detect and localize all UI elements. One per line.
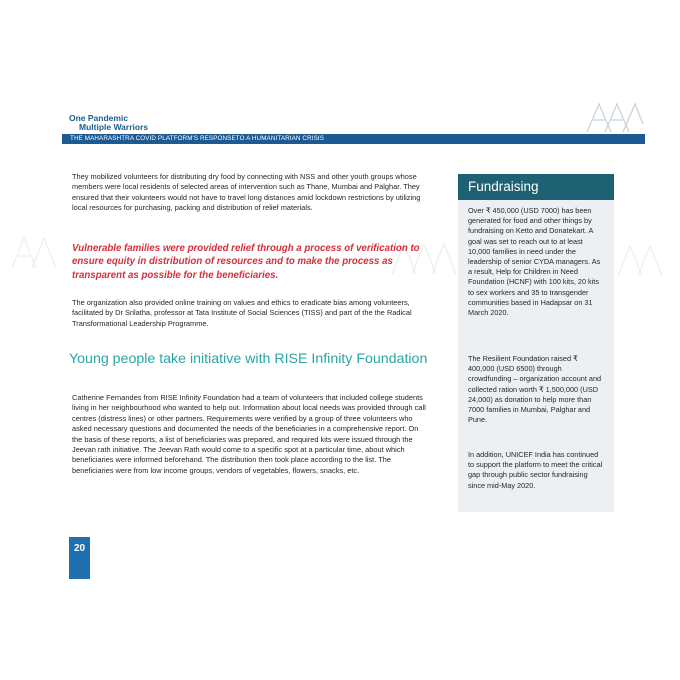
sidebar-paragraph-3: In addition, UNICEF India has continued to support the platform to meet the critical gap through public sector fundraising since mid-May 2020.: [468, 450, 603, 490]
sidebar-paragraph-1: Over ₹ 450,000 (USD 7000) has been generated for food and other things by fundraising on Ketto and Donatekart. A goal was set to reach out to at least 10,000 families in need under the leadership of senior CYDA managers. As a result, Help for Children in Need Foundation (HCNF) with 100 kits, 20 kits to sex workers and 35 to transgender communities based in Hadapsar on 31 March 2020.: [468, 206, 601, 318]
sidebar-title: Fundraising: [468, 179, 539, 194]
header-band: [62, 134, 645, 144]
highlight-quote: Vulnerable families were provided relief through a process of verification to ensure equity in distribution of resources and to make the process as transparent as possible for the beneficiaries.: [72, 243, 420, 281]
brand-line-2: Multiple Warriors: [79, 122, 149, 132]
triangle-pattern-right: [616, 240, 676, 280]
brand-line-1: One Pandemic: [69, 113, 129, 123]
paragraph-rise-infinity: Catherine Fernandes from RISE Infinity Foundation had a team of volunteers that included college students living in her neighbourhood who wanted to help out. Information about local needs was provided through call centres (distress lines) or other partners. Requirements were verified by a group of three volunteers who asked necessary questions and documented the needs of the beneficiaries in a comprehensive report. On the basis of these reports, a list of beneficiaries was prepared, and required kits were issued through the Jeevan rath initiative. The Jeevan Rath would come to a specific spot at a particular time, about which beneficiaries were informed beforehand. The distribution then took place according to the list. The beneficiaries were from low income groups, vendors of vegetables, flowers, snacks, etc.: [72, 393, 426, 475]
page-number: 20: [73, 543, 86, 554]
paragraph-training: The organization also provided online training on values and ethics to eradicate bias among volunteers, facilitated by Dr Srilatha, professor at Tata Institute of Social Sciences (TISS) and part of the the Radical Transformational Leadership Programme.: [72, 298, 412, 328]
header-band-text: THE MAHARASHTRA COVID PLATFORM'S RESPONSETO A HUMANITARIAN CRISIS: [70, 135, 325, 142]
sidebar-paragraph-2: The Resilient Foundation raised ₹ 400,000 (USD 6500) through crowdfunding – organization account and collected ration worth ₹ 1,500,000 (USD 24,000) as donation to help more than 7000 families in Mumbai, Palghar and Pune.: [468, 354, 602, 425]
section-title: Young people take initiative with RISE Infinity Foundation: [69, 351, 428, 367]
sidebar-header: [458, 174, 614, 200]
brand-logo-text: [69, 114, 148, 132]
triangle-pattern-left: [10, 232, 70, 272]
page-number-tab: [69, 537, 90, 579]
paragraph-volunteers: They mobilized volunteers for distributing dry food by connecting with NSS and other youth groups whose members were local residents of selected areas of intervention such as Thane, Mumbai and Palghar. They ensured that their volunteers would not have to travel long distances amid lockdown restrictions by utilizing local resources for purchasing, packing and distribution of relief materials.: [72, 172, 421, 213]
triangle-pattern-top-right: [585, 98, 645, 134]
